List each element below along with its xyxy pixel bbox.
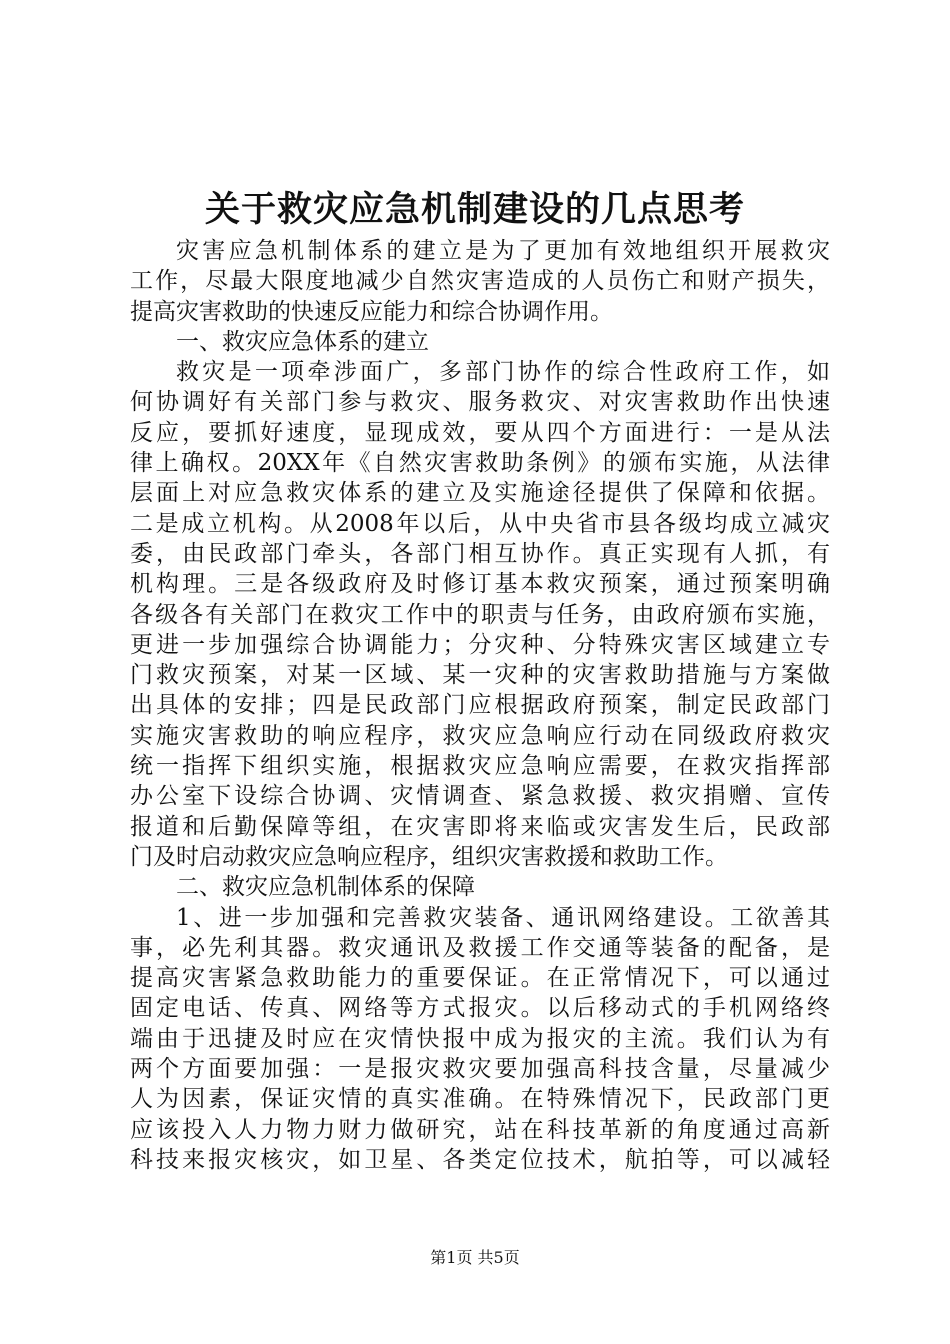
text-line: 委，由民政部门牵头，各部门相互协作。真正实现有人抓，有: [130, 540, 830, 567]
text-line: 更进一步加强综合协调能力；分灾种、分特殊灾害区域建立专: [130, 631, 830, 658]
text-line: 事，必先利其器。救灾通讯及救援工作交通等装备的配备，是: [130, 934, 830, 961]
text-line: 各级各有关部门在救灾工作中的职责与任务，由政府颁布实施，: [130, 601, 830, 628]
text-line: 提高灾害救助的快速反应能力和综合协调作用。: [130, 298, 613, 325]
text-line: 门及时启动救灾应急响应程序，组织灾害救援和救助工作。: [130, 843, 728, 870]
document-body: [130, 236, 830, 1175]
text-line: 工作，尽最大限度地减少自然灾害造成的人员伤亡和财产损失，: [130, 268, 830, 295]
text-line: 门救灾预案，对某一区域、某一灾种的灾害救助措施与方案做: [130, 662, 830, 689]
document-title: 关于救灾应急机制建设的几点思考: [204, 189, 745, 230]
text-line: 灾害应急机制体系的建立是为了更加有效地组织开展救灾: [176, 238, 830, 264]
text-line: 统一指挥下组织实施，根据救灾应急响应需要，在救灾指挥部: [130, 753, 830, 780]
text-line: 1、进一步加强和完善救灾装备、通讯网络建设。工欲善其: [176, 904, 830, 931]
text-line: 提高灾害紧急救助能力的重要保证。在正常情况下，可以通过: [130, 965, 830, 992]
text-line: 二是成立机构。从2008年以后，从中央省市县各级均成立减灾: [130, 510, 830, 537]
text-line: 两个方面要加强：一是报灾救灾要加强高科技含量，尽量减少: [130, 1056, 830, 1083]
text-line: 应该投入人力物力财力做研究，站在科技革新的角度通过高新: [130, 1116, 830, 1143]
text-line: 报道和后勤保障等组，在灾害即将来临或灾害发生后，民政部: [130, 813, 830, 840]
text-line: 律上确权。20XX年《自然灾害救助条例》的颁布实施，从法律: [130, 450, 830, 477]
text-line: 机构理。三是各级政府及时修订基本救灾预案，通过预案明确: [130, 571, 830, 598]
text-line: 科技来报灾核灾，如卫星、各类定位技术，航拍等，可以减轻: [130, 1146, 830, 1173]
text-line: 何协调好有关部门参与救灾、服务救灾、对灾害救助作出快速: [130, 389, 830, 416]
text-line: 办公室下设综合协调、灾情调查、紧急救援、救灾捐赠、宣传: [130, 783, 830, 810]
text-line: 一、救灾应急体系的建立: [176, 328, 429, 355]
text-line: 二、救灾应急机制体系的保障: [176, 874, 475, 901]
text-line: 出具体的安排；四是民政部门应根据政府预案，制定民政部门: [130, 692, 830, 719]
text-line: 固定电话、传真、网络等方式报灾。以后移动式的手机网络终: [130, 995, 830, 1022]
text-line: 人为因素，保证灾情的真实准确。在特殊情况下，民政部门更: [130, 1086, 830, 1113]
text-line: 层面上对应急救灾体系的建立及实施途径提供了保障和依据。: [130, 480, 830, 507]
text-line: 端由于迅捷及时应在灾情快报中成为报灾的主流。我们认为有: [130, 1025, 830, 1052]
text-line: 救灾是一项牵涉面广，多部门协作的综合性政府工作，如: [176, 359, 830, 386]
text-line: 反应，要抓好速度，显现成效，要从四个方面进行：一是从法: [130, 419, 830, 446]
text-line: 实施灾害救助的响应程序，救灾应急响应行动在同级政府救灾: [130, 722, 830, 749]
page-number-footer: 第1页 共5页: [430, 1248, 520, 1267]
